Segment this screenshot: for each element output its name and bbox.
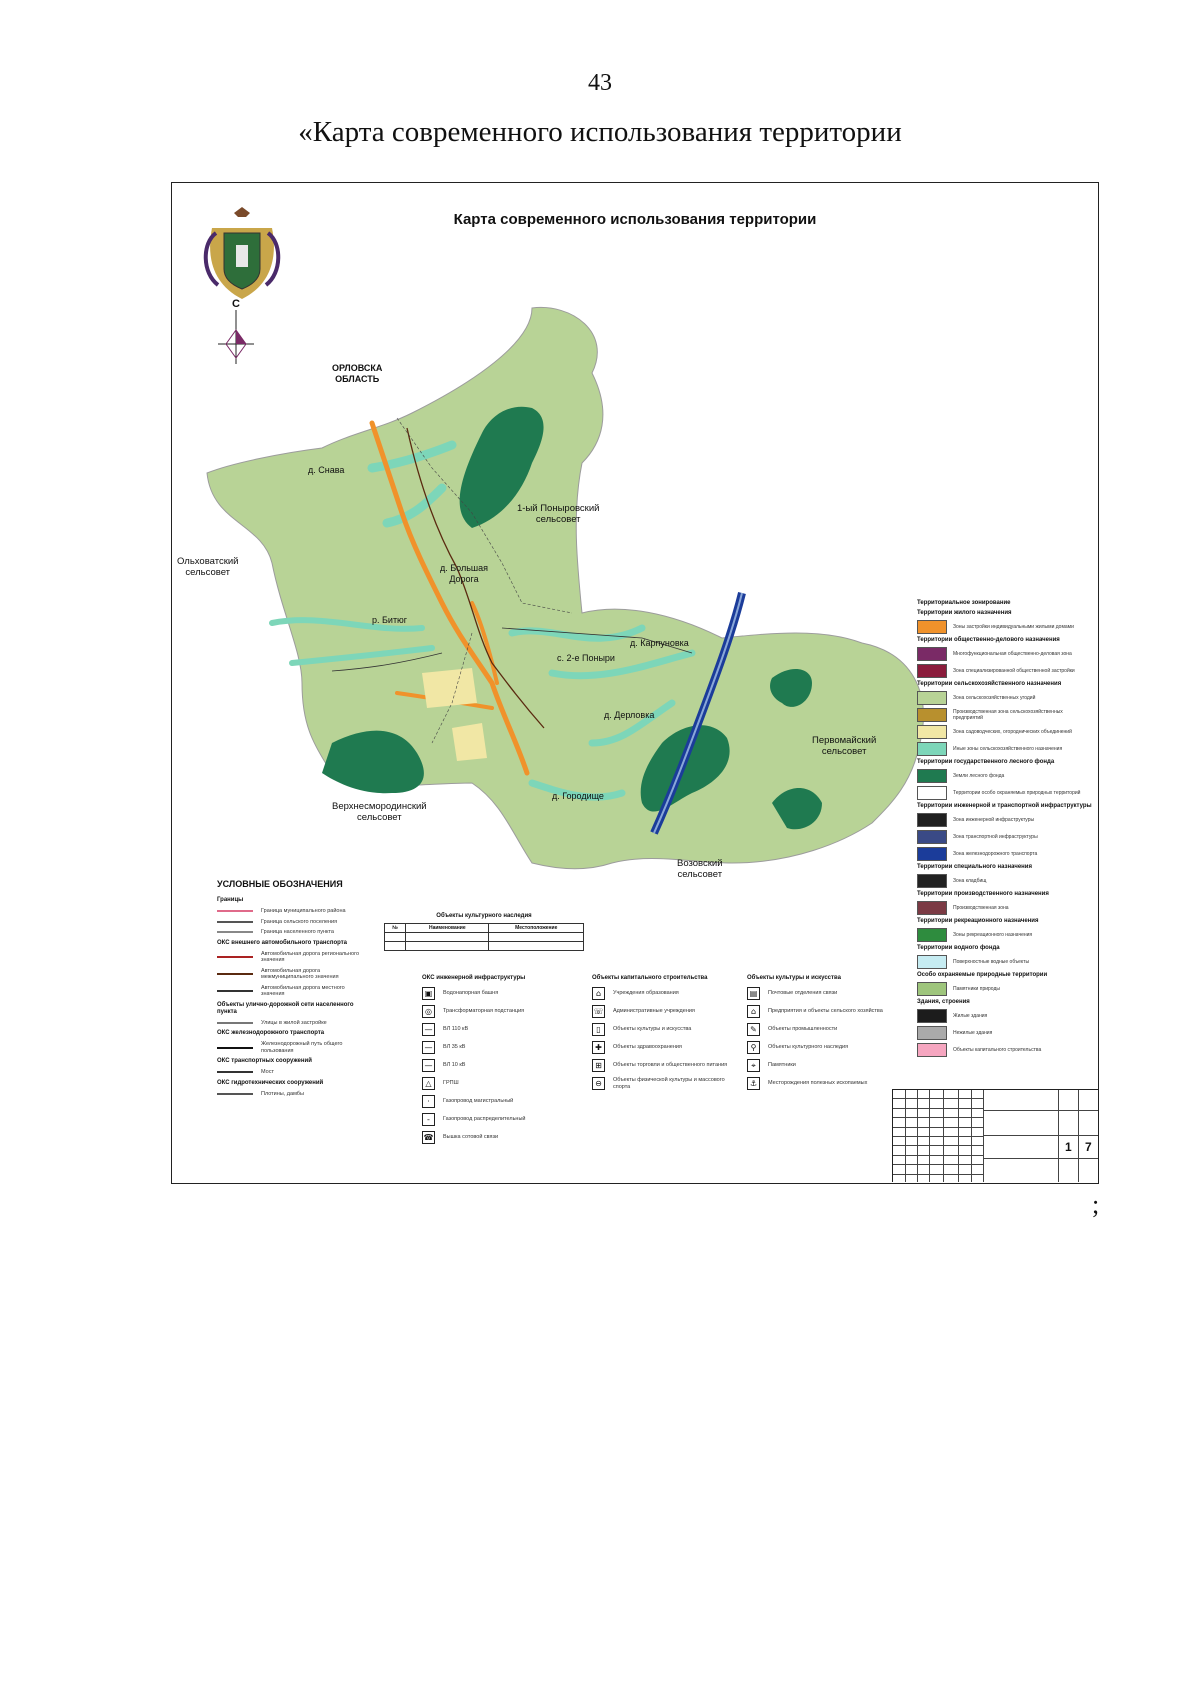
legend-symbol-icon: — <box>422 1059 435 1072</box>
legend-line-sample <box>217 1022 253 1024</box>
trailing-semicolon: ; <box>1092 1190 1100 1219</box>
legend-icon-item <box>422 1005 572 1018</box>
legend-symbol-icon: ⌂ <box>747 1005 760 1018</box>
legend-swatch <box>917 725 947 739</box>
legend-swatch <box>917 874 947 888</box>
legend-section-heading: Территории водного фонда <box>917 945 1000 951</box>
legend-section-heading: Объекты улично-дорожной сети населенного пункта <box>217 1001 354 1015</box>
legend-social-column <box>592 971 742 1090</box>
heritage-header-location: Местоположение <box>489 924 584 933</box>
legend-item <box>917 830 1092 844</box>
legend-swatch <box>917 769 947 783</box>
legend-icon-item <box>592 1023 742 1036</box>
legend-line-sample <box>217 1071 253 1073</box>
legend-icon-label: Объекты торговли и общественного питания <box>613 1062 728 1069</box>
legend-section-heading: Территории жилого назначения <box>917 610 1012 616</box>
legend-item-label: Зона транспортной инфраструктуры <box>953 834 1038 840</box>
legend-symbol-icon: ▯ <box>592 1023 605 1036</box>
legend-icon-label: Водонапорная башня <box>443 990 499 997</box>
legend-item-label: Поверхностные водные объекты <box>953 959 1030 965</box>
label-verkhnesmorodinsky: Верхнесмородинский сельсовет <box>332 801 427 823</box>
territory-shape <box>207 307 923 868</box>
legend-icon-label: Административные учреждения <box>613 1008 695 1015</box>
legend-section-heading: Территории сельскохозяйственного назначения <box>917 681 1062 687</box>
legend-icon-item <box>422 1131 572 1144</box>
legend-swatch <box>917 708 947 722</box>
legend-item-label: Земли лесного фонда <box>953 773 1005 779</box>
legend-item <box>917 813 1092 827</box>
legend-symbol-icon: ⊖ <box>592 1077 605 1090</box>
legend-icon-label: Почтовые отделения связи <box>768 990 838 997</box>
legend-symbol-icon: ▣ <box>422 987 435 1000</box>
heritage-table <box>384 923 584 951</box>
legend-item-label: Зона кладбищ <box>953 878 987 884</box>
stamp-sheet-count: 7 <box>1085 1140 1092 1154</box>
legend-swatch <box>917 830 947 844</box>
legend-line-item <box>217 985 367 998</box>
legend-title: УСЛОВНЫЕ ОБОЗНАЧЕНИЯ <box>217 879 343 889</box>
legend-icon-label: ВЛ 10 кВ <box>443 1062 466 1069</box>
legend-swatch <box>917 620 947 634</box>
heritage-header-no: № <box>385 924 406 933</box>
legend-item-label: Жилые здания <box>953 1013 988 1019</box>
legend-item <box>917 647 1092 661</box>
legend-section-heading: Территории специального назначения <box>917 864 1032 870</box>
legend-line-label: Железнодорожный путь общего пользования <box>261 1041 343 1054</box>
legend-line-item <box>217 951 367 964</box>
legend-swatch <box>917 664 947 678</box>
legend-section-heading: Территории рекреационного назначения <box>917 918 1039 924</box>
legend-engineering-column <box>422 971 572 1144</box>
legend-item-label: Зона сельскохозяйственных угодий <box>953 695 1036 701</box>
legend-icon-label: Объекты промышленности <box>768 1026 838 1033</box>
legend-icon-label: Газопровод распределительный <box>443 1116 526 1123</box>
legend-swatch <box>917 813 947 827</box>
legend-icon-label: Газопровод магистральный <box>443 1098 514 1105</box>
legend-line-label: Граница сельского поселения <box>261 918 338 925</box>
map-sheet <box>171 182 1099 1184</box>
legend-item-label: Производственная зона <box>953 905 1009 911</box>
legend-section-heading: Территории производственного назначения <box>917 891 1049 897</box>
label-ponyri-2: с. 2-е Поныри <box>557 653 615 663</box>
compass-icon <box>214 310 258 366</box>
legend-section-heading: Территории инженерной и транспортной инфраструктуры <box>917 803 1092 809</box>
legend-item-label: Производственная зона сельскохозяйственных предприятий <box>953 709 1063 721</box>
label-olkhovatsky: Ольховатский сельсовет <box>177 556 239 578</box>
map-title: Карта современного использования территории <box>453 211 817 228</box>
legend-icon-label: ВЛ 35 кВ <box>443 1044 466 1051</box>
stamp-sheet-number: 1 <box>1065 1140 1072 1154</box>
legend-item <box>917 742 1092 756</box>
legend-item <box>917 769 1092 783</box>
heritage-caption: Объекты культурного наследия <box>436 913 532 919</box>
legend-symbol-icon: ⚓ <box>747 1077 760 1090</box>
legend-icon-item <box>422 1023 572 1036</box>
legend-icon-item <box>747 1005 887 1018</box>
legend-line-label: Улицы в жилой застройке <box>261 1019 327 1026</box>
legend-symbol-icon: — <box>422 1041 435 1054</box>
legend-line-sample <box>217 1093 253 1095</box>
legend-line-label: Плотины, дамбы <box>261 1090 304 1097</box>
legend-item <box>917 928 1092 942</box>
legend-item <box>917 664 1092 678</box>
legend-symbol-icon: — <box>422 1023 435 1036</box>
legend-item-label: Многофункциональная общественно-деловая зона <box>953 651 1072 657</box>
label-orel-region: ОРЛОВСКА ОБЛАСТЬ <box>332 363 383 384</box>
legend-swatch <box>917 1026 947 1040</box>
legend-line-sample <box>217 990 253 992</box>
legend-line-sample <box>217 973 253 975</box>
legend-symbol-icon: - <box>422 1113 435 1126</box>
zoning-legend <box>917 597 1092 1057</box>
legend-icon-item <box>747 987 887 1000</box>
legend-lines-column <box>217 893 367 1097</box>
label-gorodische: д. Городище <box>552 791 604 801</box>
legend-item-label: Территории особо охраняемых природных территорий <box>953 790 1081 796</box>
label-vozovsky: Возовский сельсовет <box>677 858 723 880</box>
legend-icon-label: Объекты физической культуры и массового спорта <box>613 1077 725 1090</box>
legend-symbol-icon: ☎ <box>423 1133 434 1142</box>
legend-item <box>917 874 1092 888</box>
legend-line-item <box>217 968 367 981</box>
legend-icon-label: Объекты здравоохранения <box>613 1044 682 1051</box>
coat-of-arms-emblem <box>202 203 282 303</box>
legend-icon-label: Трансформаторная подстанция <box>443 1008 525 1015</box>
legend-symbol-icon: ✚ <box>592 1041 605 1054</box>
legend-section-heading: Здания, строения <box>917 999 970 1005</box>
legend-item <box>917 1026 1092 1040</box>
legend-section-heading: ОКС гидротехнических сооружений <box>217 1079 324 1086</box>
legend-line-item <box>217 1020 367 1027</box>
legend-item-label: Зоны застройки индивидуальными жилыми домами <box>953 624 1074 630</box>
legend-section-heading: ОКС инженерной инфраструктуры <box>422 975 526 981</box>
label-ponyri-1: 1-ый Поныровский сельсовет <box>517 503 600 525</box>
legend-icon-label: Объекты культурного наследия <box>768 1044 849 1051</box>
legend-swatch <box>917 647 947 661</box>
legend-icon-label: Учреждения образования <box>613 990 679 997</box>
page-number: 43 <box>588 70 612 96</box>
legend-icon-item <box>422 987 572 1000</box>
label-karpunovka: д. Карпуновка <box>630 638 689 648</box>
legend-icon-label: Месторождения полезных ископаемых <box>768 1080 868 1087</box>
label-snava: д. Снава <box>308 465 345 475</box>
title-block-stamp <box>892 1089 1098 1182</box>
legend-swatch <box>917 847 947 861</box>
legend-item <box>917 982 1092 996</box>
legend-icon-label: Памятники <box>768 1062 796 1069</box>
legend-icon-label: Объекты культуры и искусства <box>613 1026 692 1033</box>
legend-item <box>917 620 1092 634</box>
legend-swatch <box>917 786 947 800</box>
legend-symbol-icon: ⚲ <box>747 1041 760 1054</box>
legend-item-label: Нежилые здания <box>953 1030 993 1036</box>
legend-symbol-icon: ⌂ <box>592 987 605 1000</box>
legend-item <box>917 1043 1092 1057</box>
legend-icon-item <box>592 1077 742 1090</box>
legend-item-label: Памятники природы <box>953 986 1000 992</box>
legend-icon-label: Вышка сотовой связи <box>443 1134 499 1141</box>
legend-icon-label: ГРПШ <box>443 1080 459 1087</box>
legend-item-label: Зона инженерной инфраструктуры <box>953 817 1035 823</box>
zoning-legend-title: Территориальное зонирование <box>917 600 1011 606</box>
legend-icon-item <box>422 1059 572 1072</box>
legend-line-item <box>217 919 367 926</box>
legend-swatch <box>917 691 947 705</box>
legend-line-sample <box>217 921 253 923</box>
legend-icon-item <box>747 1023 887 1036</box>
label-derlovka: д. Дерловка <box>604 710 655 720</box>
legend-item-label: Зона железнодорожного транспорта <box>953 851 1038 857</box>
legend-swatch <box>917 982 947 996</box>
legend-line-label: Граница населенного пункта <box>261 929 334 935</box>
legend-section-heading: ОКС внешнего автомобильного транспорта <box>217 939 348 946</box>
label-bityug: р. Битюг <box>372 615 408 625</box>
legend-icon-item <box>422 1041 572 1054</box>
legend-icon-label: ВЛ 110 кВ <box>443 1026 469 1033</box>
legend-item-label: Зона садоводческих, огороднических объединений <box>953 729 1072 735</box>
heritage-header-name: Наименование <box>406 924 489 933</box>
legend-line-sample <box>217 910 253 912</box>
legend-icon-label: Предприятия и объекты сельского хозяйства <box>768 1008 883 1015</box>
legend-item <box>917 1009 1092 1023</box>
legend-icon-item <box>747 1041 887 1054</box>
legend-item <box>917 901 1092 915</box>
legend-section-heading: Объекты культуры и искусства <box>747 975 841 981</box>
legend-icon-item <box>592 1005 742 1018</box>
legend-section-heading: Объекты капитального строительства <box>592 975 708 981</box>
legend-icon-item <box>592 1059 742 1072</box>
legend-line-sample <box>217 956 253 958</box>
legend-swatch <box>917 955 947 969</box>
legend-symbol-icon: ⊞ <box>592 1059 605 1072</box>
legend-item <box>917 786 1092 800</box>
legend-symbol-icon: ▤ <box>747 987 760 1000</box>
legend-icon-item <box>422 1095 572 1108</box>
legend-item-label: Зона специализированной общественной застройки <box>953 668 1075 674</box>
label-pervomaisky: Первомайский сельсовет <box>812 735 877 757</box>
legend-section-heading: Границы <box>217 897 244 903</box>
legend-item <box>917 708 1092 722</box>
legend-line-item <box>217 1069 367 1076</box>
legend-item <box>917 955 1092 969</box>
legend-line-label: Автомобильная дорога регионального значения <box>261 950 360 963</box>
legend-line-sample <box>217 931 253 933</box>
legend-line-label: Мост <box>261 1069 274 1075</box>
legend-item <box>917 847 1092 861</box>
legend-item <box>917 691 1092 705</box>
legend-section-heading: ОКС железнодорожного транспорта <box>217 1030 325 1036</box>
legend-item-label: Зоны рекреационного назначения <box>953 932 1033 938</box>
legend-symbol-icon: ✎ <box>747 1023 760 1036</box>
legend-icon-item <box>747 1077 887 1090</box>
legend-icon-item <box>592 1041 742 1054</box>
legend-culture-column <box>747 971 887 1090</box>
legend-symbol-icon: · <box>422 1095 435 1108</box>
legend-icon-item <box>592 987 742 1000</box>
legend-section-heading: Территории общественно-делового назначения <box>917 637 1060 643</box>
legend-line-label: Граница муниципального района <box>261 908 346 914</box>
legend-line-item <box>217 929 367 936</box>
legend-icon-item <box>422 1113 572 1126</box>
legend-section-heading: Особо охраняемые природные территории <box>917 972 1048 978</box>
legend-swatch <box>917 1043 947 1057</box>
page-heading: «Карта современного использования территории <box>298 116 902 148</box>
legend-symbol-icon: ☏ <box>593 1007 604 1016</box>
legend-line-item <box>217 908 367 915</box>
legend-item-label: Иные зоны сельскохозяйственного назначения <box>953 746 1063 752</box>
legend-item <box>917 725 1092 739</box>
legend-item-label: Объекты капитального строительства <box>953 1047 1042 1053</box>
legend-line-label: Автомобильная дорога межмуниципального значения <box>261 967 339 980</box>
legend-symbol-icon: △ <box>422 1077 435 1090</box>
legend-section-heading: ОКС транспортных сооружений <box>217 1058 312 1064</box>
legend-line-sample <box>217 1047 253 1049</box>
legend-swatch <box>917 901 947 915</box>
legend-symbol-icon: ⌖ <box>747 1059 760 1072</box>
legend-line-label: Автомобильная дорога местного значения <box>261 984 345 997</box>
legend-line-item <box>217 1091 367 1098</box>
legend-section-heading: Территории государственного лесного фонда <box>917 759 1055 765</box>
legend-swatch <box>917 928 947 942</box>
legend-icon-item <box>422 1077 572 1090</box>
compass-letter: С <box>232 298 240 310</box>
legend-icon-item <box>747 1059 887 1072</box>
legend-swatch <box>917 742 947 756</box>
label-bolshaya-doroga: д. Большая Дорога <box>440 563 489 584</box>
north-arrow <box>214 298 258 368</box>
legend-symbol-icon: ◎ <box>422 1005 435 1018</box>
legend-swatch <box>917 1009 947 1023</box>
legend-line-item <box>217 1041 367 1054</box>
